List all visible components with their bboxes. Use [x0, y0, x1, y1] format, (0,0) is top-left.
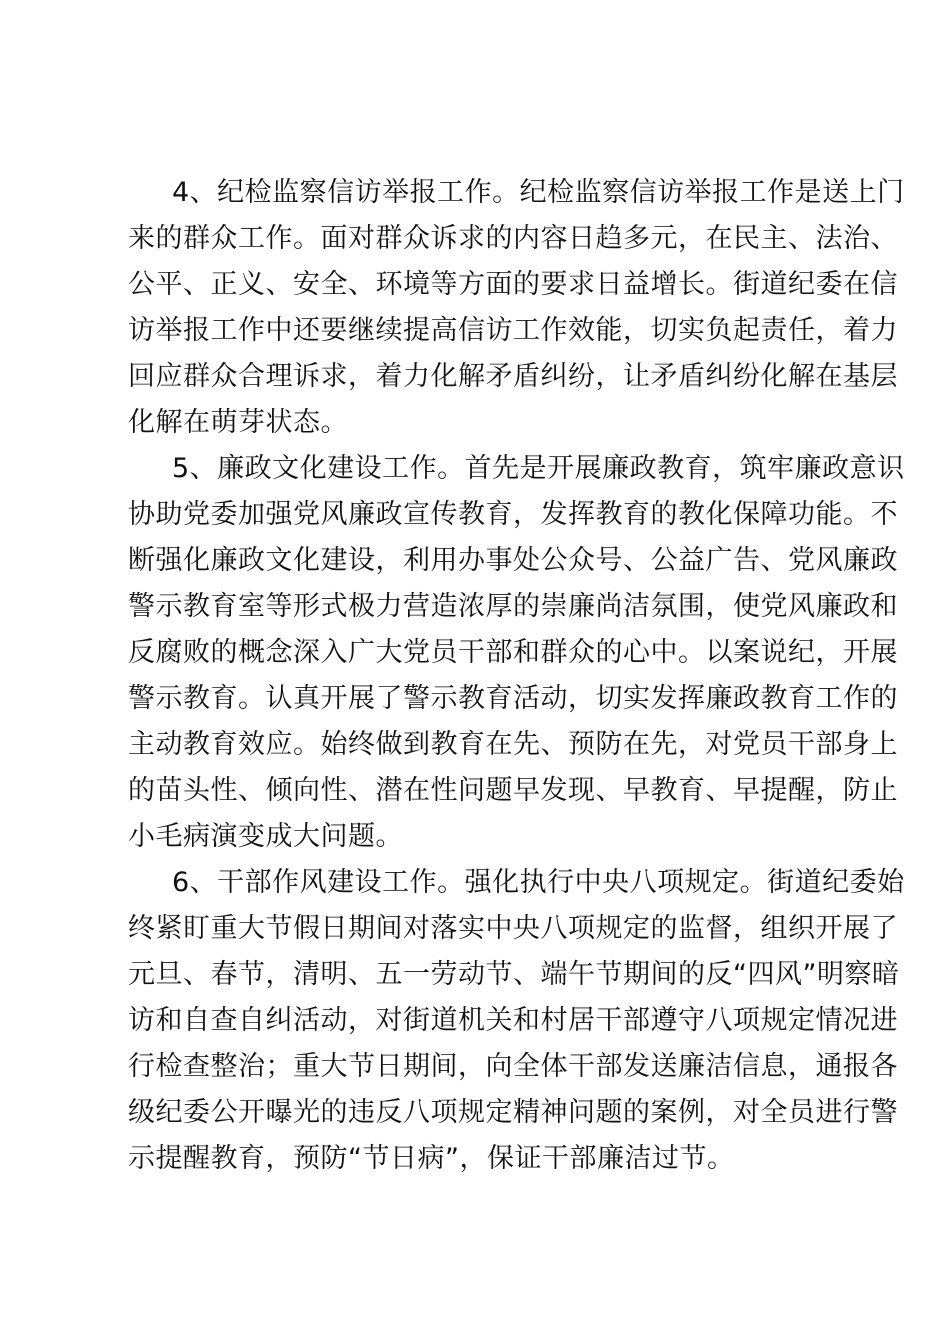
- text-line: 来的群众工作。面对群众诉求的内容日趋多元，在民主、法治、: [128, 223, 898, 254]
- text-line: 示提醒教育，预防“节日病”，保证干部廉洁过节。: [128, 1143, 735, 1174]
- text-line: 5、廉政文化建设工作。首先是开展廉政教育，筑牢廉政意识: [172, 453, 905, 484]
- text-line: 警示教育室等形式极力营造浓厚的崇廉尚洁氛围，使党风廉政和: [128, 591, 898, 622]
- text-line: 访和自查自纠活动，对街道机关和村居干部遵守八项规定情况进: [128, 1005, 898, 1036]
- text-line: 访举报工作中还要继续提高信访工作效能，切实负起责任，着力: [128, 315, 898, 346]
- text-line: 4、纪检监察信访举报工作。纪检监察信访举报工作是送上门: [172, 177, 905, 208]
- text-line: 6、干部作风建设工作。强化执行中央八项规定。街道纪委始: [172, 867, 905, 898]
- text-line: 回应群众合理诉求，着力化解矛盾纠纷，让矛盾纠纷化解在基层: [128, 361, 898, 392]
- text-line: 协助党委加强党风廉政宣传教育，发挥教育的教化保障功能。不: [128, 499, 898, 530]
- text-line: 断强化廉政文化建设，利用办事处公众号、公益广告、党风廉政: [128, 545, 898, 576]
- text-line: 的苗头性、倾向性、潜在性问题早发现、早教育、早提醒，防止: [128, 775, 898, 806]
- text-line: 反腐败的概念深入广大党员干部和群众的心中。以案说纪，开展: [128, 637, 898, 668]
- text-line: 主动教育效应。始终做到教育在先、预防在先，对党员干部身上: [128, 729, 898, 760]
- text-line: 警示教育。认真开展了警示教育活动，切实发挥廉政教育工作的: [128, 683, 898, 714]
- text-line: 化解在萌芽状态。: [128, 407, 348, 438]
- paragraph-4-discipline-petition: [128, 170, 905, 446]
- text-line: 行检查整治；重大节日期间，向全体干部发送廉洁信息，通报各: [128, 1051, 898, 1082]
- paragraph-6-cadre-conduct: [128, 860, 905, 1182]
- text-line: 级纪委公开曝光的违反八项规定精神问题的案例，对全员进行警: [128, 1097, 898, 1128]
- paragraph-5-integrity-culture: [128, 446, 905, 860]
- document-body: [128, 170, 905, 1182]
- text-line: 终紧盯重大节假日期间对落实中央八项规定的监督，组织开展了: [128, 913, 898, 944]
- text-line: 公平、正义、安全、环境等方面的要求日益增长。街道纪委在信: [128, 269, 898, 300]
- text-line: 元旦、春节，清明、五一劳动节、端午节期间的反“四风”明察暗: [128, 959, 900, 990]
- text-line: 小毛病演变成大问题。: [128, 821, 403, 852]
